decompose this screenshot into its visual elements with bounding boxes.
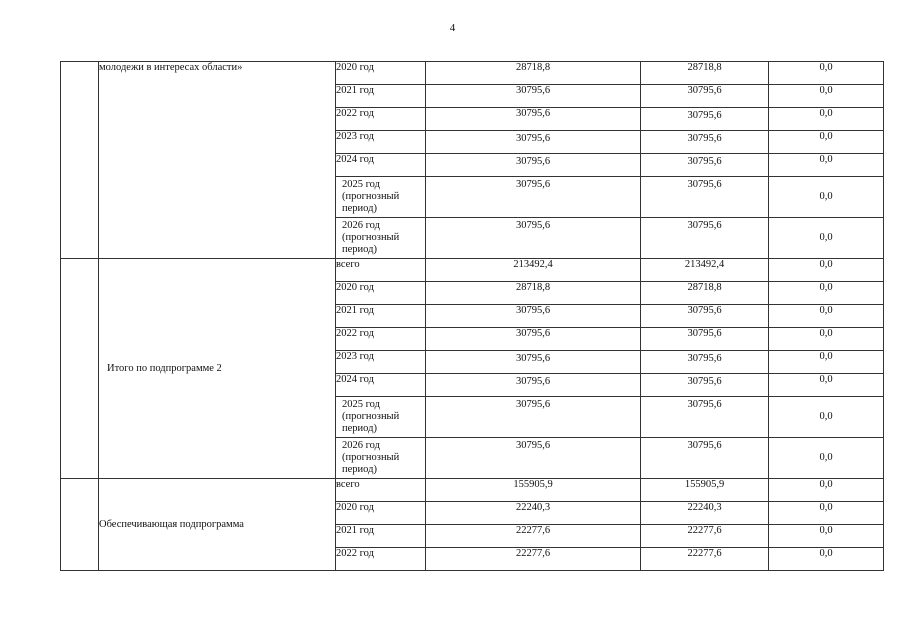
amount-other-cell: 0,0 bbox=[769, 282, 884, 305]
period-cell: 2020 год bbox=[336, 502, 426, 525]
amount-other-cell: 0,0 bbox=[769, 259, 884, 282]
program-name: молодежи в интересах области» bbox=[99, 62, 336, 259]
period-cell bbox=[336, 438, 426, 479]
period-cell: всего bbox=[336, 479, 426, 502]
amount-source-cell: 30795,6 bbox=[641, 374, 769, 397]
amount-other-cell: 0,0 bbox=[769, 351, 884, 374]
period-cell: 2024 год bbox=[336, 154, 426, 177]
period-cell: 2020 год bbox=[336, 62, 426, 85]
amount-source-cell: 30795,6 bbox=[641, 154, 769, 177]
amount-source-cell: 30795,6 bbox=[641, 305, 769, 328]
period-cell: 2022 год bbox=[336, 328, 426, 351]
period-cell: 2022 год bbox=[336, 548, 426, 571]
period-cell: 2023 год bbox=[336, 131, 426, 154]
amount-source-cell: 30795,6 bbox=[641, 328, 769, 351]
amount-other-cell: 0,0 bbox=[769, 479, 884, 502]
amount-total-cell: 28718,8 bbox=[426, 62, 641, 85]
program-name: Итого по подпрограмме 2 bbox=[99, 259, 336, 479]
index-cell bbox=[61, 479, 99, 571]
period-line: период) bbox=[342, 423, 377, 434]
table-row bbox=[61, 259, 884, 282]
amount-source-cell: 30795,6 bbox=[641, 438, 769, 479]
amount-total-cell: 30795,6 bbox=[426, 177, 641, 218]
period-line: (прогнозный bbox=[342, 452, 400, 463]
index-cell bbox=[61, 259, 99, 479]
period-line: (прогнозный bbox=[342, 411, 400, 422]
period-cell: 2020 год bbox=[336, 282, 426, 305]
period-line: 2026 год bbox=[342, 440, 380, 451]
amount-other-cell: 0,0 bbox=[769, 328, 884, 351]
amount-total-cell: 30795,6 bbox=[426, 397, 641, 438]
amount-total-cell: 30795,6 bbox=[426, 438, 641, 479]
amount-other-cell: 0,0 bbox=[769, 108, 884, 131]
amount-source-cell: 30795,6 bbox=[641, 85, 769, 108]
budget-table bbox=[60, 61, 884, 571]
period-cell bbox=[336, 218, 426, 259]
period-cell: 2021 год bbox=[336, 85, 426, 108]
amount-total-cell: 22240,3 bbox=[426, 502, 641, 525]
amount-total-cell: 213492,4 bbox=[426, 259, 641, 282]
amount-source-cell: 28718,8 bbox=[641, 282, 769, 305]
period-line: 2025 год bbox=[342, 179, 380, 190]
table-row bbox=[61, 479, 884, 502]
amount-total-cell: 30795,6 bbox=[426, 154, 641, 177]
amount-total-cell: 155905,9 bbox=[426, 479, 641, 502]
period-line: период) bbox=[342, 244, 377, 255]
amount-source-cell: 30795,6 bbox=[641, 131, 769, 154]
period-cell: 2023 год bbox=[336, 351, 426, 374]
amount-other-cell: 0,0 bbox=[769, 305, 884, 328]
amount-total-cell: 30795,6 bbox=[426, 131, 641, 154]
amount-total-cell: 30795,6 bbox=[426, 108, 641, 131]
amount-source-cell: 22277,6 bbox=[641, 525, 769, 548]
period-line: период) bbox=[342, 464, 377, 475]
amount-other-cell: 0,0 bbox=[769, 218, 884, 259]
amount-other-cell: 0,0 bbox=[769, 154, 884, 177]
amount-total-cell: 28718,8 bbox=[426, 282, 641, 305]
period-line: (прогнозный bbox=[342, 191, 400, 202]
amount-source-cell: 213492,4 bbox=[641, 259, 769, 282]
amount-other-cell: 0,0 bbox=[769, 438, 884, 479]
amount-total-cell: 30795,6 bbox=[426, 85, 641, 108]
amount-other-cell: 0,0 bbox=[769, 131, 884, 154]
amount-other-cell: 0,0 bbox=[769, 177, 884, 218]
amount-source-cell: 155905,9 bbox=[641, 479, 769, 502]
amount-total-cell: 30795,6 bbox=[426, 351, 641, 374]
amount-other-cell: 0,0 bbox=[769, 62, 884, 85]
amount-total-cell: 30795,6 bbox=[426, 305, 641, 328]
period-line: (прогнозный bbox=[342, 232, 400, 243]
amount-other-cell: 0,0 bbox=[769, 525, 884, 548]
amount-source-cell: 22277,6 bbox=[641, 548, 769, 571]
period-cell: 2021 год bbox=[336, 525, 426, 548]
program-name: Обеспечивающая подпрограмма bbox=[99, 479, 336, 571]
page-number: 4 bbox=[449, 22, 456, 34]
amount-source-cell: 30795,6 bbox=[641, 218, 769, 259]
amount-total-cell: 30795,6 bbox=[426, 374, 641, 397]
amount-other-cell: 0,0 bbox=[769, 502, 884, 525]
amount-other-cell: 0,0 bbox=[769, 397, 884, 438]
period-cell: всего bbox=[336, 259, 426, 282]
period-line: 2025 год bbox=[342, 399, 380, 410]
table-row bbox=[61, 62, 884, 85]
amount-source-cell: 30795,6 bbox=[641, 351, 769, 374]
amount-source-cell: 30795,6 bbox=[641, 108, 769, 131]
period-cell bbox=[336, 177, 426, 218]
amount-total-cell: 22277,6 bbox=[426, 548, 641, 571]
period-cell: 2021 год bbox=[336, 305, 426, 328]
amount-source-cell: 30795,6 bbox=[641, 177, 769, 218]
amount-source-cell: 30795,6 bbox=[641, 397, 769, 438]
amount-source-cell: 28718,8 bbox=[641, 62, 769, 85]
period-line: 2026 год bbox=[342, 220, 380, 231]
amount-total-cell: 30795,6 bbox=[426, 328, 641, 351]
amount-other-cell: 0,0 bbox=[769, 85, 884, 108]
period-cell: 2022 год bbox=[336, 108, 426, 131]
amount-source-cell: 22240,3 bbox=[641, 502, 769, 525]
amount-total-cell: 30795,6 bbox=[426, 218, 641, 259]
period-line: период) bbox=[342, 203, 377, 214]
amount-other-cell: 0,0 bbox=[769, 374, 884, 397]
amount-total-cell: 22277,6 bbox=[426, 525, 641, 548]
amount-other-cell: 0,0 bbox=[769, 548, 884, 571]
period-cell bbox=[336, 397, 426, 438]
index-cell bbox=[61, 62, 99, 259]
period-cell: 2024 год bbox=[336, 374, 426, 397]
